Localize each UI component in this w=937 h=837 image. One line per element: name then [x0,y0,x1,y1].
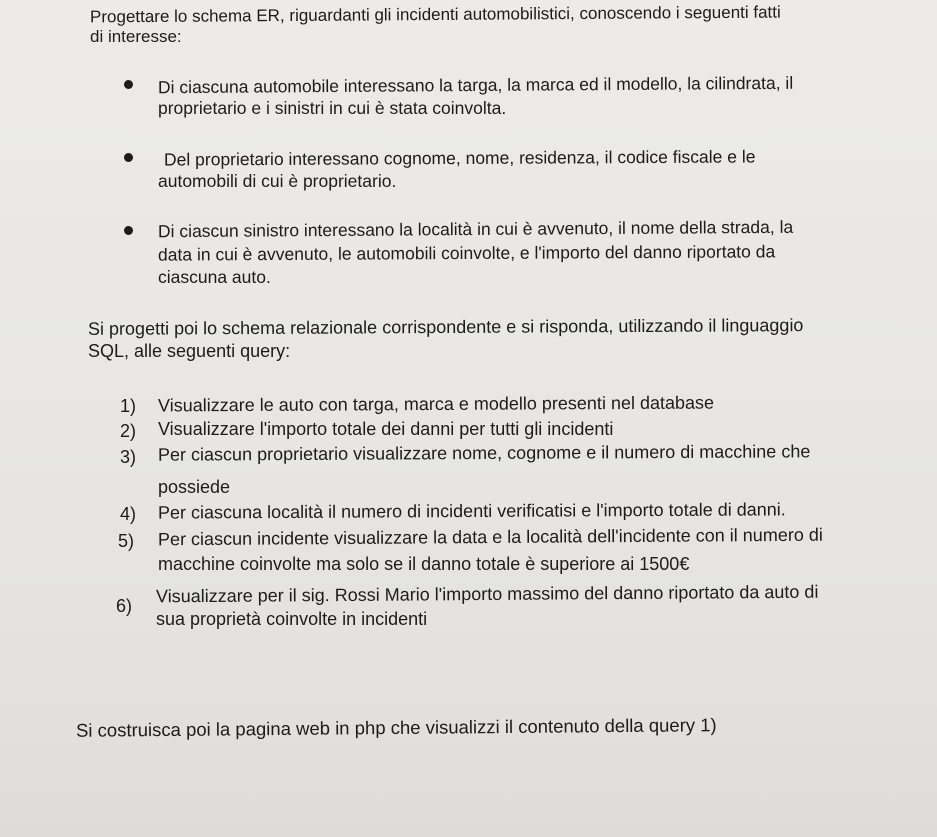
query-1-line-1: Visualizzare le auto con targa, marca e modello presenti nel database [157,392,715,416]
query-1-number: 1) [120,396,137,416]
intro-line-2: di interesse: [90,27,182,46]
query-4-number: 4) [120,504,137,524]
bullet-2-line-1: Del proprietario interessano cognome, nome, residenza, il codice fiscale e le [163,146,756,170]
query-3-line-2: possiede [158,477,231,497]
query-2-number: 2) [120,421,137,441]
bullet-1-line-1: Di ciascuna automobile interessano la targa, la marca ed il modello, la cilindrata, il [157,72,794,98]
query-5-line-2: macchine coinvolte ma solo se il danno totale è superiore ai 1500€ [158,554,690,574]
bullet-1-line-2: proprietario e i sinistri in cui è stata coinvolta. [158,98,507,118]
relational-line-2: SQL, alle seguenti query: [88,341,291,361]
bullet-2-line-2: automobili di cui è proprietario. [158,171,397,191]
query-6-number: 6) [116,596,133,616]
query-6-line-1: Visualizzare per il sig. Rossi Mario l'importo massimo del danno riportato da auto di [155,581,819,607]
relational-line-1: Si progetti poi lo schema relazionale corrispondente e si risponda, utilizzando il linguaggio [87,315,804,339]
query-5-line-1: Per ciascun incidente visualizzare la data e la località dell'incidente con il numero di [157,524,823,550]
query-6-line-2: sua proprietà coinvolte in incidenti [156,609,428,629]
php-request: Si costruisca poi la pagina web in php che visualizzi il contenuto della query 1) [75,714,717,741]
bullet-3-line-1: Di ciascun sinistro interessano la località in cui è avvenuto, il nome della strada, la [157,216,794,242]
query-5-number: 5) [118,531,135,551]
query-3-line-1: Per ciascun proprietario visualizzare nome, cognome e il numero di macchine che [157,441,811,465]
bullet-dot-3 [124,226,133,235]
query-4-line-1: Per ciascuna località il numero di incidenti verificatisi e l'importo totale di danni. [157,499,786,523]
bullet-dot-1 [124,80,133,89]
query-2-line-1: Visualizzare l'importo totale dei danni per tutti gli incidenti [158,419,614,439]
intro-line-1: Progettare lo schema ER, riguardanti gli incidenti automobilistici, conoscendo i seguenti fatti [89,2,781,27]
bullet-dot-2 [124,153,133,162]
bullet-3-line-3: ciascuna auto. [158,267,271,287]
bullet-3-line-2: data in cui è avvenuto, le automobili coinvolte, e l'importo del danno riportato da [157,241,776,265]
query-3-number: 3) [120,447,137,467]
